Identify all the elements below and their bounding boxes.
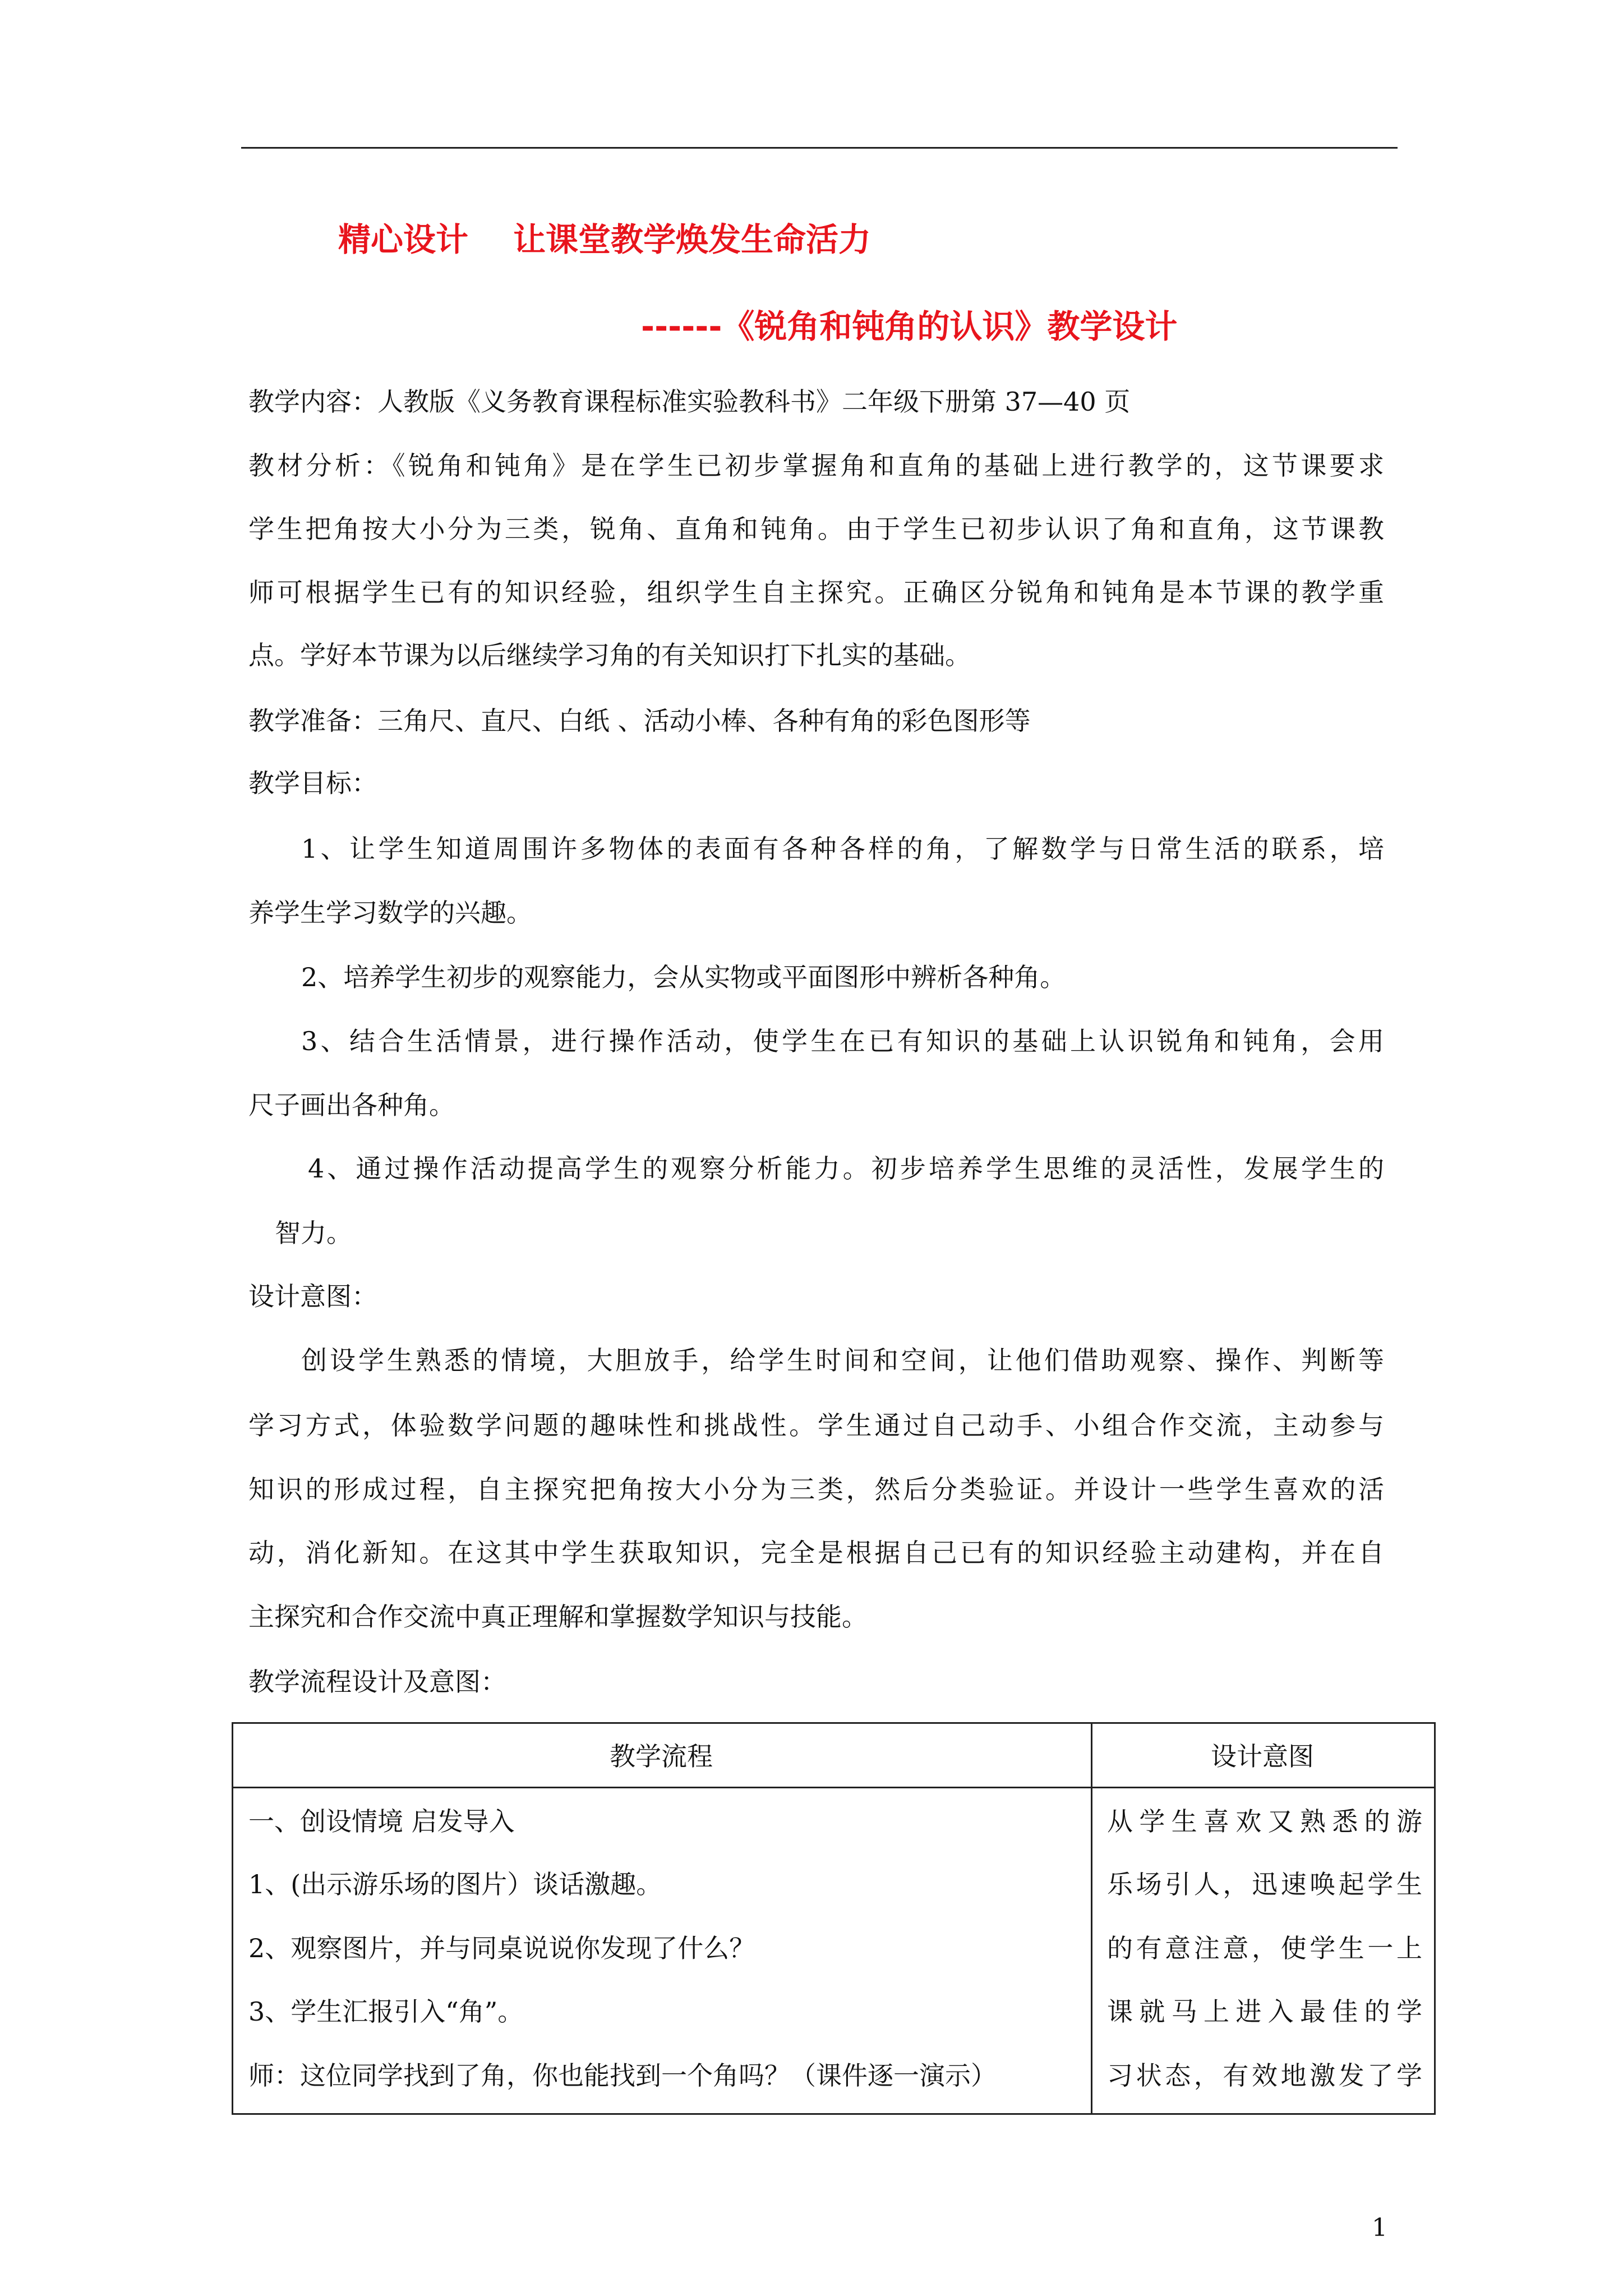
goal-line: 3、结合生活情景，进行操作活动，使学生在已有知识的基础上认识锐角和钝角，会用 <box>301 1026 1384 1056</box>
teaching-flow-table <box>232 1722 1436 2115</box>
table-header-divider <box>232 1787 1436 1788</box>
table-header-process: 教学流程 <box>610 1741 713 1772</box>
page-number: 1 <box>1372 2214 1387 2242</box>
intent-cell-line: 课就马上进入最佳的学 <box>1107 1996 1422 2027</box>
process-line: 一、创设情境 启发导入 <box>248 1806 515 1837</box>
intent-line: 学习方式，体验数学问题的趣味性和挑战性。学生通过自己动手、小组合作交流，主动参与 <box>248 1410 1384 1441</box>
analysis-line: 学生把角按大小分为三类，锐角、直角和钝角。由于学生已初步认识了角和直角，这节课教 <box>248 514 1384 544</box>
flow-heading: 教学流程设计及意图： <box>248 1667 506 1697</box>
goal-line: 1、让学生知道周围许多物体的表面有各种各样的角，了解数学与日常生活的联系，培 <box>301 834 1384 864</box>
process-line: 2、观察图片，并与同桌说说你发现了什么？ <box>248 1933 755 1963</box>
process-line: 1、(出示游乐场的图片）谈话激趣。 <box>248 1869 662 1899</box>
table-border-right <box>1434 1722 1436 2115</box>
intent-line: 知识的形成过程，自主探究把角按大小分为三类，然后分类验证。并设计一些学生喜欢的活 <box>248 1474 1384 1504</box>
document-title <box>338 220 872 259</box>
intent-line: 主探究和合作交流中真正理解和掌握数学知识与技能。 <box>248 1602 868 1632</box>
table-border-top <box>232 1722 1436 1724</box>
intent-cell-line: 习状态，有效地激发了学 <box>1107 2060 1422 2091</box>
analysis-line: 师可根据学生已有的知识经验，组织学生自主探究。正确区分锐角和钝角是本节课的教学重 <box>248 577 1384 608</box>
teaching-preparation: 教学准备：三角尺、直尺、白纸 、活动小棒、各种有角的彩色图形等 <box>248 706 1031 736</box>
table-border-bottom <box>232 2113 1436 2115</box>
intent-cell-line: 从学生喜欢又熟悉的游 <box>1107 1806 1422 1837</box>
process-line: 3、学生汇报引入“角”。 <box>248 1996 524 2027</box>
table-border-left <box>232 1722 233 2115</box>
table-column-divider <box>1091 1722 1092 2115</box>
table-header-intent: 设计意图 <box>1211 1741 1314 1772</box>
goals-heading: 教学目标： <box>248 768 377 798</box>
goal-line: 尺子画出各种角。 <box>248 1090 455 1120</box>
intent-line: 创设学生熟悉的情境，大胆放手，给学生时间和空间，让他们借助观察、操作、判断等 <box>301 1345 1384 1375</box>
title-part-2: 让课堂教学焕发生命活力 <box>513 220 872 259</box>
intent-line: 动，消化新知。在这其中学生获取知识，完全是根据自己已有的知识经验主动建构，并在自 <box>248 1538 1384 1568</box>
document-subtitle: ------《锐角和钝角的认识》教学设计 <box>641 307 1178 346</box>
intent-heading: 设计意图： <box>248 1281 377 1312</box>
teaching-content: 教学内容：人教版《义务教育课程标准实验教科书》二年级下册第 37—40 页 <box>248 386 1131 417</box>
header-rule <box>241 147 1398 149</box>
goal-line: 养学生学习数学的兴趣。 <box>248 898 532 928</box>
title-part-1: 精心设计 <box>338 220 469 259</box>
goal-line: 智力。 <box>275 1218 352 1248</box>
goal-line: 4、通过操作活动提高学生的观察分析能力。初步培养学生思维的灵活性，发展学生的 <box>308 1153 1384 1184</box>
intent-cell-line: 乐场引人，迅速唤起学生 <box>1107 1869 1422 1899</box>
analysis-line: 点。学好本节课为以后继续学习角的有关知识打下扎实的基础。 <box>248 640 971 670</box>
analysis-line: 教材分析：《锐角和钝角》是在学生已初步掌握角和直角的基础上进行教学的，这节课要求 <box>248 450 1384 481</box>
intent-cell-line: 的有意注意，使学生一上 <box>1107 1933 1422 1963</box>
goal-line: 2、培养学生初步的观察能力，会从实物或平面图形中辨析各种角。 <box>301 962 1066 992</box>
process-line: 师：这位同学找到了角，你也能找到一个角吗？（课件逐一演示） <box>248 2060 997 2091</box>
